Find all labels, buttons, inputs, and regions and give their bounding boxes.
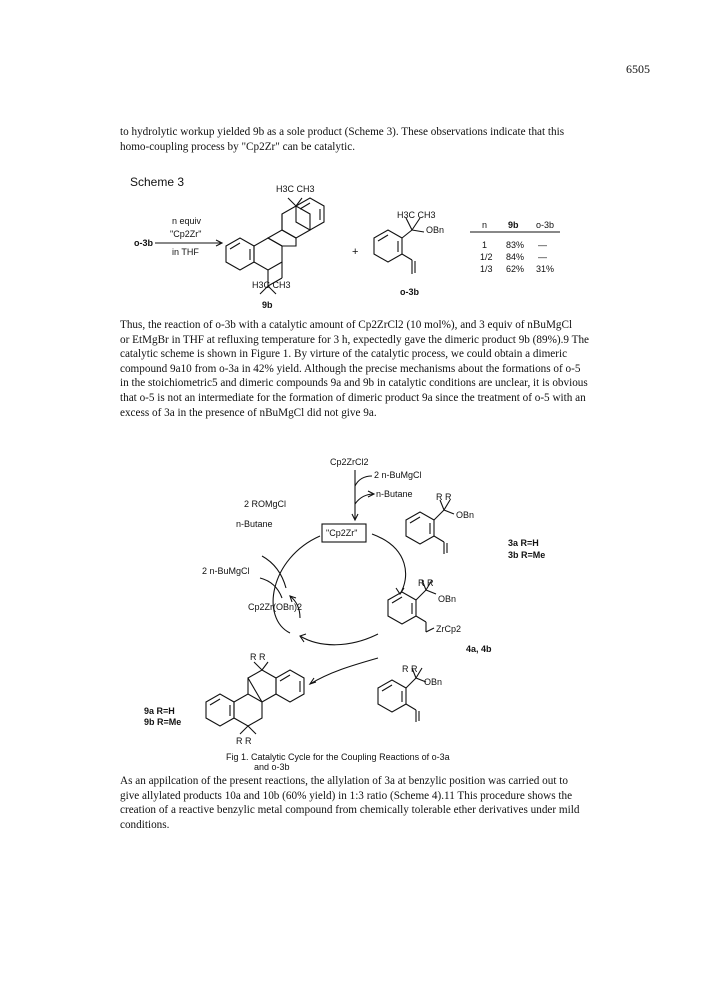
fig-left-reagent: 2 n-BuMgCl (202, 566, 250, 576)
scheme-side-obn: OBn (426, 225, 445, 235)
figure-caption-line-1: Fig 1. Catalytic Cycle for the Coupling Reactions of o-3a (226, 752, 450, 762)
table-row-2-o3b: — (538, 252, 547, 262)
scheme-substrate: o-3b (134, 238, 153, 248)
scheme-title: Scheme 3 (130, 175, 185, 189)
table-row-3-o3b: 31% (536, 264, 555, 274)
final-line-4: conditions. (120, 818, 170, 831)
table-row-1-9b: 83% (506, 240, 525, 250)
intro-line-1: to hydrolytic workup yielded 9b as a sole product (Scheme 3). These observations indicate that this (120, 126, 565, 138)
table-row-2-n: 1/2 (480, 252, 493, 262)
fig-lower-obn: OBn (424, 677, 443, 687)
table-row-3-n: 1/3 (480, 264, 493, 274)
body-line-1: Thus, the reaction of o-3b with a catalytic amount of Cp2ZrCl2 (10 mol%), and 3 equiv of nBuMgCl (120, 319, 573, 331)
fig-intermediate-rr: R R (418, 578, 434, 588)
scheme-side-methyls: H3C CH3 (397, 210, 436, 220)
fig-zr-alkoxide: Cp2Zr(OBn)2 (248, 602, 303, 612)
body-paragraph (120, 318, 602, 420)
scheme-side-label: o-3b (400, 287, 419, 297)
table-header-o3b: o-3b (536, 220, 555, 230)
fig-reagent-top: 2 n-BuMgCl (374, 470, 422, 480)
figure-caption-line-2: and o-3b (254, 762, 290, 772)
intro-paragraph (120, 125, 602, 154)
final-line-3: creation of a reactive benzylic metal compound from chemically tolerable ether derivatives under mild (120, 804, 580, 817)
catalytic-cycle-diagram (150, 448, 560, 738)
intro-line-2: homo-coupling process by "Cp2Zr" can be catalytic. (120, 140, 355, 153)
fig-precatalyst: Cp2ZrCl2 (330, 457, 369, 467)
body-line-2: or EtMgBr in THF at refluxing temperature for 3 h, expectedly gave the dimeric product 9b (89%).9 The (120, 333, 590, 346)
table-header-9b: 9b (508, 220, 519, 230)
final-line-1: As an appilcation of the present reactions, the allylation of 3a at benzylic position was carried out to (120, 775, 568, 787)
scheme-product-top-methyls: H3C CH3 (276, 184, 315, 194)
final-line-2: give allylated products 10a and 10b (60% yield) in 1:3 ratio (Scheme 4).11 This procedure shows the (120, 789, 573, 802)
table-row-1-n: 1 (482, 240, 488, 250)
scheme-product-label: 9b (262, 300, 273, 310)
table-row-3-9b: 62% (506, 264, 525, 274)
fig-left-butane: n-Butane (236, 519, 273, 529)
fig-byproduct-top: n-Butane (376, 489, 413, 499)
fig-lower-rr: R R (402, 664, 418, 674)
fig-legend-9a: 9a R=H (144, 706, 175, 716)
fig-legend-9b: 9b R=Me (144, 717, 182, 727)
body-line-7: excess of 3a in the presence of nBuMgCl did not give 9a. (120, 406, 377, 419)
body-line-3: catalytic scheme is shown in Figure 1. By virture of the catalytic process, we could obtain a dimeric (120, 348, 568, 361)
fig-dimer-bottom-rr: R R (236, 736, 252, 746)
body-line-4: compound 9a10 from o-3a in 42% yield. Although the precise mechanisms about the formations of o-5 (120, 362, 581, 375)
fig-intermediate-obn: OBn (438, 594, 457, 604)
scheme-3-diagram (140, 192, 580, 332)
scheme-cond-catalyst: "Cp2Zr" (170, 229, 202, 239)
table-header-n: n (482, 220, 488, 230)
scheme-plus: + (352, 246, 359, 258)
fig-intermediate-zrcp2: ZrCp2 (436, 624, 462, 634)
body-line-6: that o-5 is not an intermediate for the formation of dimeric product 9a since the treatment of o-5 with an (120, 391, 586, 404)
fig-legend-3a: 3a R=H (508, 538, 539, 548)
scheme-cond-solvent: in THF (172, 247, 199, 257)
fig-dimer-top-rr: R R (250, 652, 266, 662)
fig-legend-3b: 3b R=Me (508, 550, 546, 560)
fig-intermediate-label: 4a, 4b (466, 644, 492, 654)
fig-substrate-rr: R R (436, 492, 452, 502)
fig-catalyst: "Cp2Zr" (326, 528, 358, 538)
scheme-product-bottom-methyls: H3C CH3 (252, 280, 291, 290)
page-number: 6505 (626, 62, 650, 76)
final-paragraph (120, 774, 602, 832)
fig-substrate-obn: OBn (456, 510, 475, 520)
table-row-2-9b: 84% (506, 252, 525, 262)
body-line-5: in the stoichiometric5 and dimeric compounds 9a and 9b in catalytic conditions are unclear, it is obvious (120, 377, 588, 390)
fig-left-byproduct: 2 ROMgCl (244, 499, 287, 509)
scheme-cond-equiv: n equiv (172, 216, 202, 226)
table-row-1-o3b: — (538, 240, 547, 250)
